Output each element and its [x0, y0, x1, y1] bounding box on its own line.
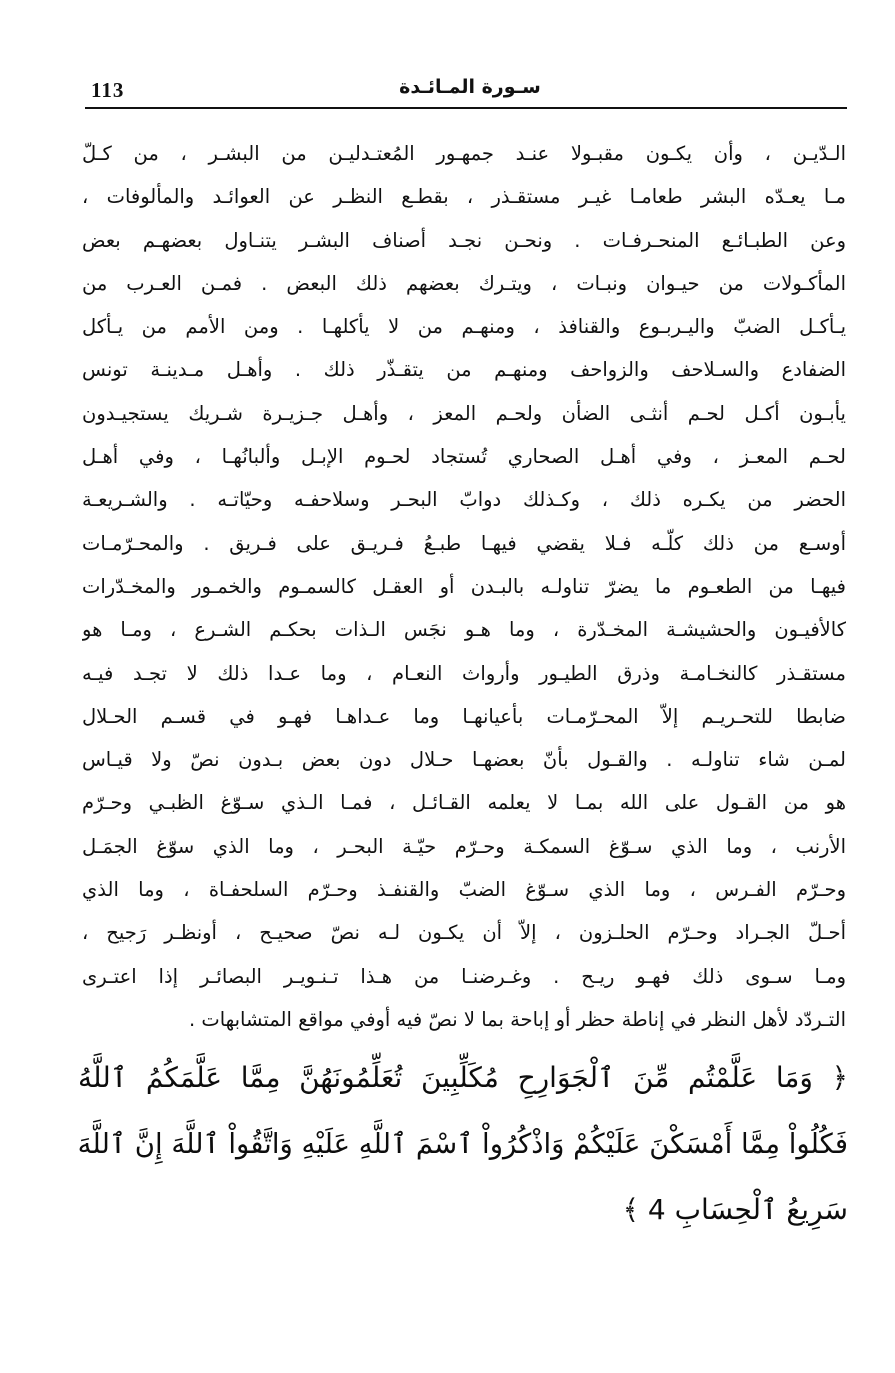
text-line: الـدّيـن ، وأن يكـون مقبـولا عنـد جمهـور المُعتـدليـن من البشـر ، من كـلّ: [82, 142, 846, 165]
text-line-last: التـردّد لأهل النظر في إناطة حظر أو إباحة بما لا نصّ فيه أوفي مواقع المتشابهات .: [188, 1007, 846, 1031]
verse-line: ﴿ وَمَا عَلَّمْتُم مِّنَ ٱلْجَوَارِحِ مُكَلِّبِينَ تُعَلِّمُونَهُنَّ مِمَّا عَلَّمَكُمُ ٱللَّهُ: [78, 1061, 848, 1094]
text-line: الأرنب ، وما الذي سـوّغ السمكـة وحـرّم حيّـة البحـر ، وما الذي سوّغ الجمَـل: [82, 834, 846, 858]
verse-line-last: سَرِيعُ ٱلْحِسَابِ 4 ﴾: [622, 1193, 848, 1226]
page-number: 113: [91, 78, 125, 102]
text-line: لحـم المعـز ، وفي أهـل الصحاري تُستجاد لحـوم الإبـل وألبانُهـا ، وفي أهـل: [82, 445, 846, 469]
text-line: مستقـذر كالنخـامـة وذرق الطيـور وأرواث النعـام ، وما عـدا ذلك لا تجـد فيـه: [82, 661, 846, 685]
text-line: المأكـولات من حيـوان ونبـات ، ويتـرك بعضهم ذلك البعض . فمـن العـرب من: [82, 271, 846, 295]
quran-verse: [78, 1045, 848, 1243]
running-title: سـورة المـائـدة: [399, 76, 541, 98]
text-line: فيهـا من الطعـوم ما يضرّ تناولـه بالبـدن أو العقـل كالسمـوم والخمـور والمخـدّرات: [82, 574, 846, 598]
text-line: الضفادع والسـلاحف والزواحف ومنهـم من يتقـذّر ذلك . وأهـل مـدينـة تونس: [82, 358, 846, 382]
text-line: مـا يعـدّه البشر طعامـا غيـر مستقـذر ، بقطـع النظـر عن العوائـد والمألوفات ،: [82, 185, 846, 209]
text-line: ومـا سـوى ذلك فهـو ريـح . وغـرضنـا من هـذا تـنـويـر البصائـر إذا اعتـرى: [82, 964, 846, 988]
text-line: كالأفيـون والحشيشـة المخـدّرة ، وما هـو نجَس الـذات بحكـم الشـرع ، ومـا هو: [82, 618, 846, 642]
text-line: الحضر من يكـره ذلك ، وكـذلك دوابّ البحـر وسلاحفـه وحيّاتـه . والشـريعـة: [82, 488, 846, 512]
page-header: [85, 70, 847, 110]
text-line: أوسـع من ذلك كلّـه فـلا يقضي فيهـا طبـعُ فـريـق على فـريق . والمحـرّمـات: [82, 531, 846, 555]
verse-line: فَكُلُواْ مِمَّا أَمْسَكْنَ عَلَيْكُمْ وَاذْكُرُواْ ٱسْمَ ٱللَّهِ عَلَيْهِ وَاتَّقُواْ ٱللَّهَ إِنَّ ٱللَّهَ: [78, 1128, 848, 1160]
text-line: ضابطا للتحـريـم إلاّ المحـرّمـات بأعيانهـا وما عـداهـا فهـو في قسـم الحـلال: [82, 704, 846, 728]
text-line: يـأكـل الضبّ واليـربـوع والقنافذ ، ومنهـم من لا يأكلهـا . ومن الأمم من يـأكل: [82, 315, 846, 339]
text-line: وعن الطبـائـع المنحـرفـات . ونحـن نجـد أصناف البشـر يتنـاول بعضهـم بعض: [82, 228, 846, 252]
header-rule: [85, 107, 847, 109]
text-line: أحـلّ الجـراد وحـرّم الحلـزون ، إلاّ أن يكـون لـه نصّ صحيـح ، أونظـر رَجيح ،: [82, 921, 846, 945]
text-line: يأبـون أكـل لحـم أنثـى الضأن ولحـم المعز ، وأهـل جـزيـرة شـريك يستجيـدون: [82, 401, 846, 425]
text-line: لمـن شاء تناولـه . والقـول بأنّ بعضهـا حـلال دون بعض بـدون نصّ ولا قيـاس: [82, 748, 846, 772]
text-line: وحـرّم الفـرس ، وما الذي سـوّغ الضبّ والقنفـذ وحـرّم السلحفـاة ، وما الذي: [82, 878, 846, 902]
commentary-paragraph: [82, 132, 846, 1041]
text-line: هو من القـول على الله بمـا لا يعلمه القـائـل ، فمـا الـذي سـوّغ الظبـي وحـرّم: [82, 791, 846, 815]
